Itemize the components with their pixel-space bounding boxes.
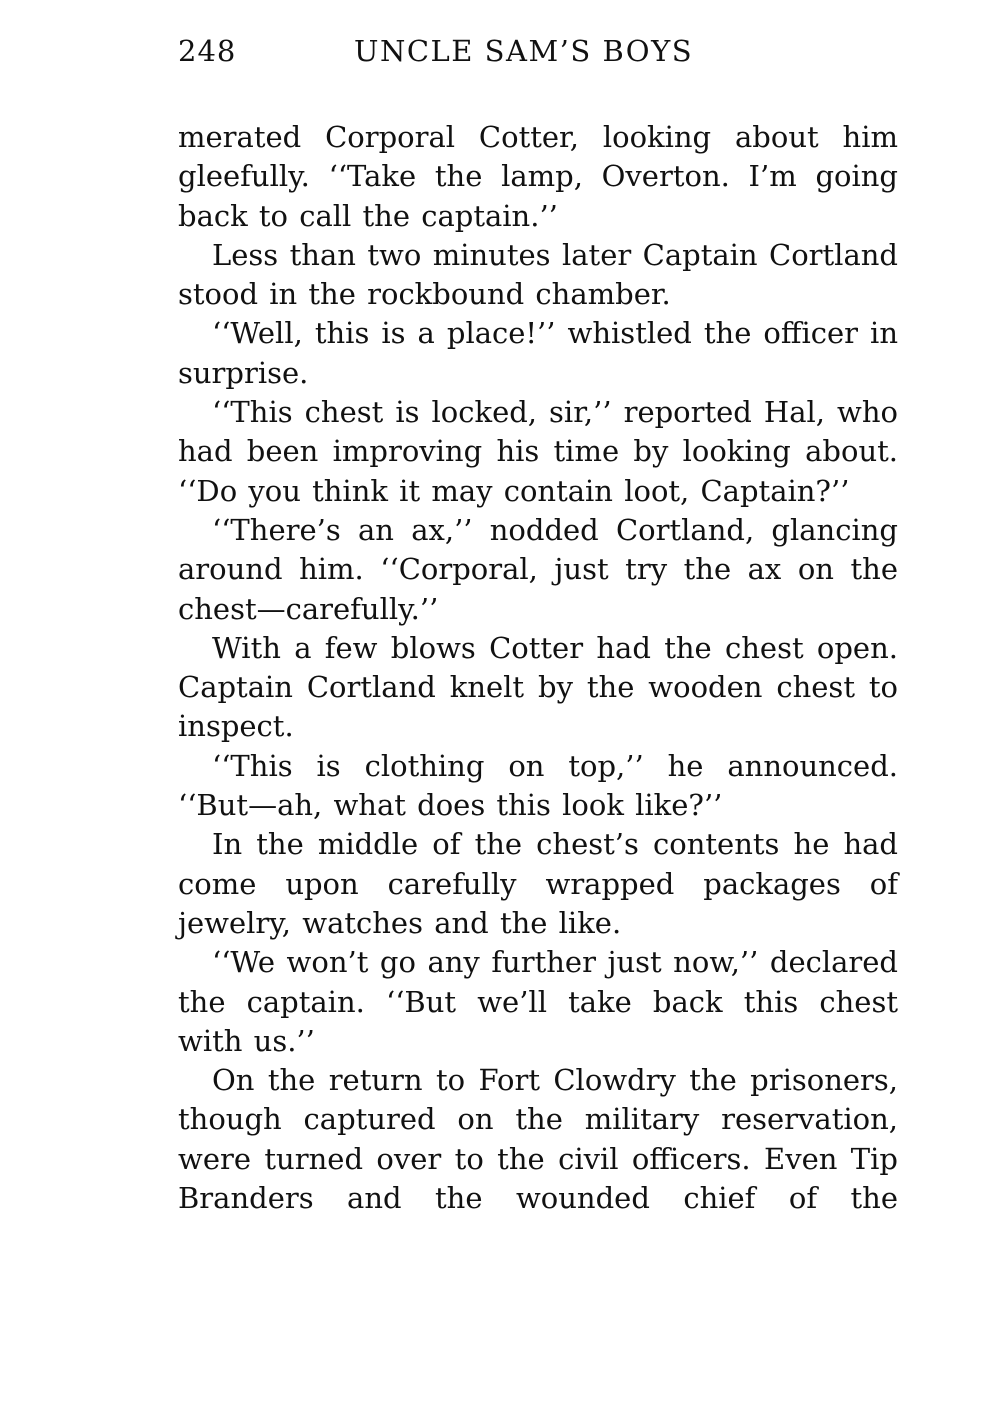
book-page	[178, 30, 898, 1216]
page-number: 248	[178, 34, 237, 68]
paragraph: ‘‘There’s an ax,’’ nodded Cortland, glancing around him. ‘‘Corporal, just try the ax on the chest—carefully.’’	[178, 512, 898, 626]
running-title: UNCLE SAM’S BOYS	[354, 34, 694, 68]
body-text	[178, 118, 898, 1218]
page-header	[178, 30, 898, 78]
paragraph: ‘‘This chest is locked, sir,’’ reported Hal, who had been improving his time by looking about. ‘‘Do you think it may contain loot, Captain?’’	[178, 395, 898, 508]
paragraph: On the return to Fort Clowdry the prisoners, though captured on the military reservation, were turned over to the civil officers. Even Tip Branders and the wounded chief of the	[178, 1063, 898, 1216]
paragraph: With a few blows Cotter had the chest open. Captain Cortland knelt by the wooden chest to inspect.	[178, 630, 898, 744]
paragraph: merated Corporal Cotter, looking about him gleefully. ‘‘Take the lamp, Overton. I’m going back to call the captain.’’	[178, 120, 898, 233]
paragraph: In the middle of the chest’s contents he had come upon carefully wrapped packages of jewelry, watches and the like.	[178, 827, 898, 940]
paragraph: ‘‘Well, this is a place!’’ whistled the officer in surprise.	[178, 316, 898, 390]
paragraph: Less than two minutes later Captain Cortland stood in the rockbound chamber.	[178, 237, 898, 312]
paragraph: ‘‘We won’t go any further just now,’’ declared the captain. ‘‘But we’ll take back this chest with us.’’	[178, 945, 898, 1058]
paragraph: ‘‘This is clothing on top,’’ he announced. ‘‘But—ah, what does this look like?’’	[178, 748, 898, 823]
